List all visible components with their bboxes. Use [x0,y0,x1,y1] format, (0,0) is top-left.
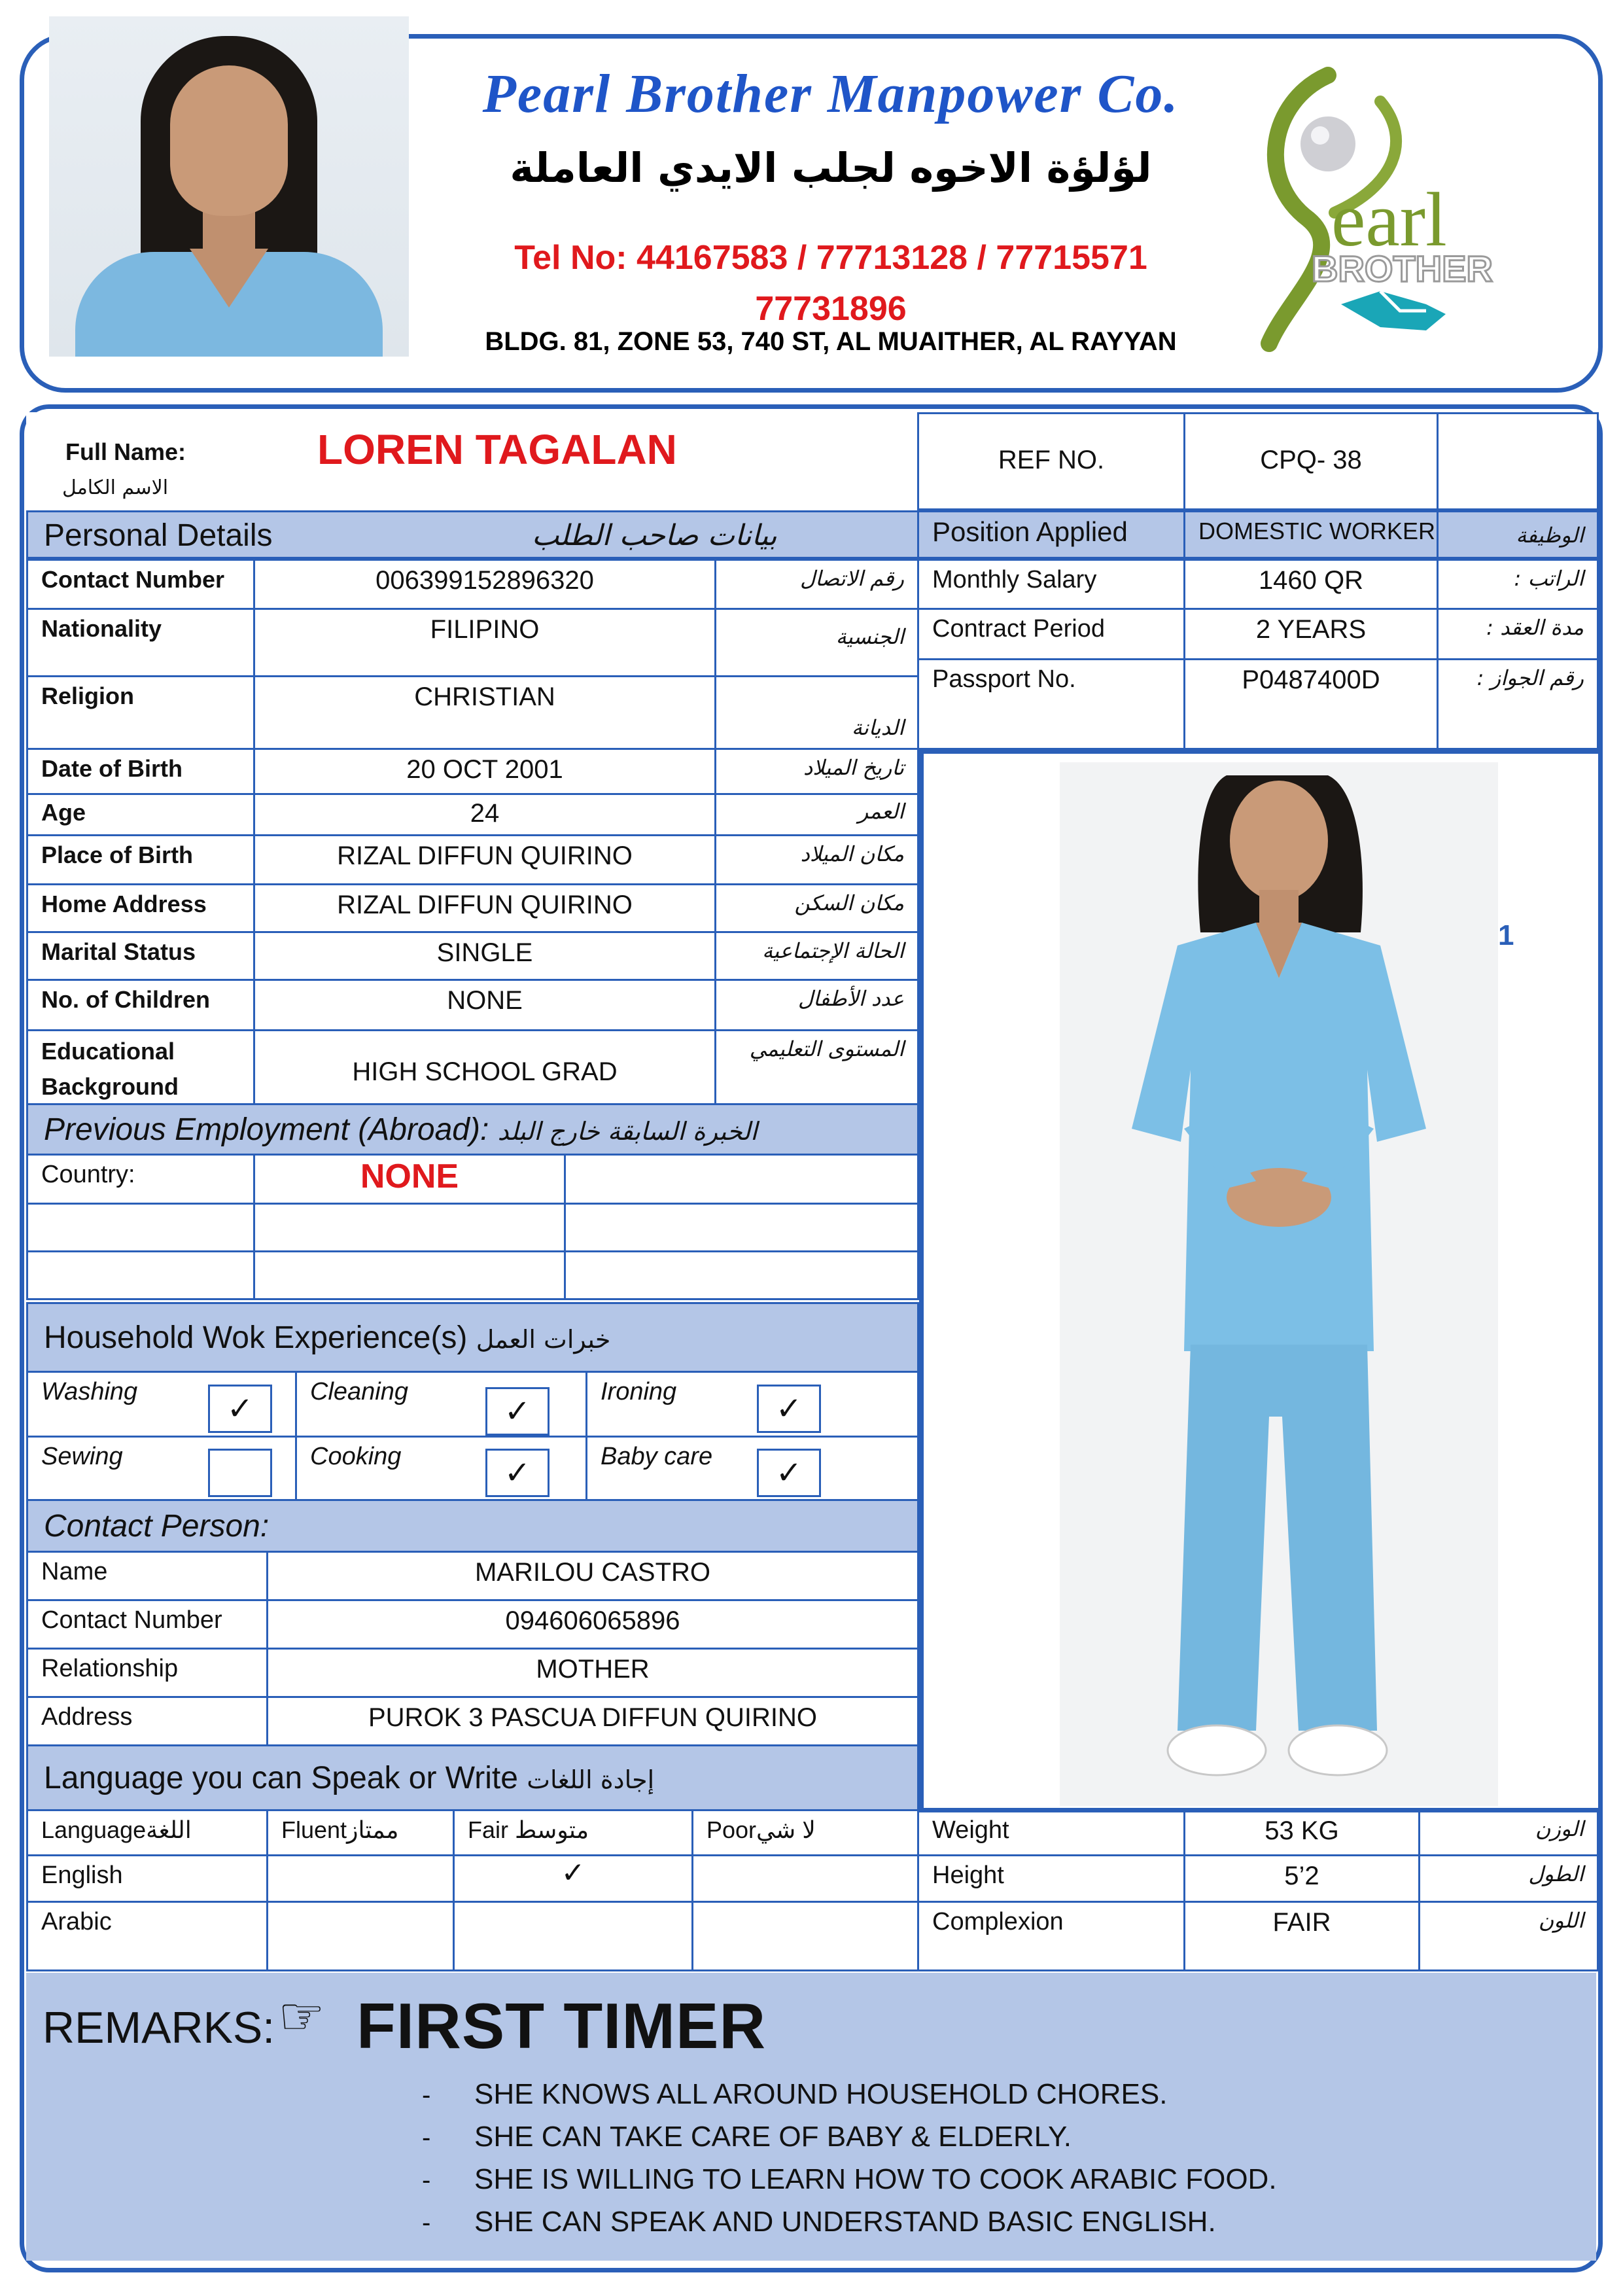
employment-blank-cell [564,1203,919,1252]
household-experience-title-arabic: خبرات العمل [476,1325,611,1354]
contact-person-address-label: Address [26,1696,268,1746]
previous-employment-title: Previous Employment (Abroad): [44,1112,489,1147]
contact-person-name-label: Name [26,1551,268,1601]
personal-details-title-arabic: بيانات صاحب الطلب [532,519,777,552]
washing-checkbox[interactable]: ✓ [208,1385,272,1433]
language-title-arabic: إجادة اللغات [527,1765,655,1794]
contact-number-label: Contact Number [26,559,255,610]
age-label: Age [26,793,255,836]
company-name-arabic: لؤلؤة الاخوه لجلب الايدي العاملة [510,144,1152,192]
contract-period-label: Contract Period [917,608,1185,660]
weight-label: Weight [917,1809,1185,1856]
company-address: BLDG. 81, ZONE 53, 740 ST, AL MUAITHER, AL RAYYAN [485,327,1177,356]
complexion-arabic: اللون [1418,1901,1599,1971]
cooking-checkbox[interactable]: ✓ [485,1449,550,1497]
marital-status-label: Marital Status [26,931,255,981]
full-name-label-arabic: الاسم الكامل [62,476,169,499]
logo-wordmark-brother: BROTHER [1312,248,1493,289]
children-arabic: عدد الأطفال [714,979,919,1031]
education-label-line-2: Background [41,1073,179,1100]
height-arabic: الطول [1418,1854,1599,1903]
contact-person-number-value: 094606065896 [266,1599,919,1650]
household-experience-header [26,1302,919,1373]
age-arabic: العمر [714,793,919,836]
remark-item: SHE CAN TAKE CARE OF BABY & ELDERLY. [474,2121,1072,2153]
remark-bullet: - [422,2166,431,2195]
date-of-birth-value: 20 OCT 2001 [253,748,716,795]
full-name-cell [26,412,919,510]
contact-number-value: 006399152896320 [253,559,716,610]
home-address-label: Home Address [26,883,255,933]
household-experience-title: Household Wok Experience(s) [44,1320,468,1355]
contact-person-header: Contact Person: [26,1499,919,1553]
personal-details-title: Personal Details [44,518,273,553]
arabic-fluent-cell [266,1901,455,1971]
contract-period-arabic: مدة العقد : [1437,608,1599,660]
remarks-headline: FIRST TIMER [357,1990,767,2062]
remarks-label: REMARKS: [43,2003,275,2053]
language-arabic: Arabic [26,1901,268,1971]
place-of-birth-value: RIZAL DIFFUN QUIRINO [253,834,716,885]
education-label-line-1: Educational [41,1038,175,1065]
education-label [26,1029,255,1105]
skill-sewing: Sewing [26,1436,297,1501]
religion-arabic: الديانة [714,675,919,750]
ref-no-blank [1437,412,1599,510]
country-extra-cell [564,1154,919,1205]
nationality-value: FILIPINO [253,608,716,677]
language-header [26,1744,919,1811]
arabic-fair-cell [453,1901,693,1971]
remark-item: SHE IS WILLING TO LEARN HOW TO COOK ARABIC FOOD. [474,2163,1277,2195]
skill-baby-care: Baby care [585,1436,919,1501]
religion-value: CHRISTIAN [253,675,716,750]
english-fair-cell: ✓ [453,1854,693,1903]
employment-blank-cell [253,1250,566,1300]
complexion-label: Complexion [917,1901,1185,1971]
sewing-checkbox[interactable] [208,1449,272,1497]
passport-no-value: P0487400D [1183,658,1439,750]
arabic-poor-cell [691,1901,919,1971]
height-value: 5’2 [1183,1854,1420,1903]
skill-cooking: Cooking [295,1436,587,1501]
full-name-label: Full Name: [65,438,186,465]
remark-bullet: - [422,2081,431,2110]
ref-no-value: CPQ- 38 [1183,412,1439,510]
nationality-label: Nationality [26,608,255,677]
marital-status-value: SINGLE [253,931,716,981]
contract-period-value: 2 YEARS [1183,608,1439,660]
baby-care-checkbox[interactable]: ✓ [757,1449,821,1497]
applicant-full-body-photo [1060,762,1498,1806]
language-col-fair: Fair متوسط [453,1809,693,1856]
date-of-birth-arabic: تاريخ الميلاد [714,748,919,795]
remark-bullet: - [422,2208,431,2237]
children-label: No. of Children [26,979,255,1031]
passport-no-label: Passport No. [917,658,1185,750]
language-english: English [26,1854,268,1903]
language-col-poor: Poorلا شي [691,1809,919,1856]
employment-blank-cell [253,1203,566,1252]
position-applied-arabic: الوظيفة [1437,510,1599,559]
applicant-full-name: LOREN TAGALAN [317,426,677,473]
language-title: Language you can Speak or Write [44,1761,518,1795]
cleaning-checkbox[interactable]: ✓ [485,1387,550,1436]
country-label: Country: [26,1154,255,1205]
language-col-fluent: Fluentممتاز [266,1809,455,1856]
height-label: Height [917,1854,1185,1903]
passport-no-arabic: رقم الجواز : [1437,658,1599,750]
monthly-salary-label: Monthly Salary [917,559,1185,610]
contact-person-address-value: PUROK 3 PASCUA DIFFUN QUIRINO [266,1696,919,1746]
children-value: NONE [253,979,716,1031]
photo-edge-text: 1 [1498,919,1514,951]
education-value: HIGH SCHOOL GRAD [253,1029,716,1105]
place-of-birth-label: Place of Birth [26,834,255,885]
skill-cleaning: Cleaning [295,1371,587,1438]
employment-blank-cell [26,1203,255,1252]
employment-blank-cell [26,1250,255,1300]
age-value: 24 [253,793,716,836]
previous-employment-header [26,1103,919,1156]
applicant-headshot-photo [49,16,409,357]
english-fluent-cell [266,1854,455,1903]
pearl-brother-logo [1230,62,1544,357]
contact-person-number-label: Contact Number [26,1599,268,1650]
nationality-arabic: الجنسية [714,608,919,677]
date-of-birth-label: Date of Birth [26,748,255,795]
company-telephone [406,232,1256,334]
previous-employment-title-arabic: الخبرة السابقة خارج البلد [497,1117,758,1146]
weight-arabic: الوزن [1418,1809,1599,1856]
ref-no-label: REF NO. [917,412,1185,510]
country-value: NONE [253,1154,566,1205]
contact-person-relationship-value: MOTHER [266,1648,919,1698]
company-name: Pearl Brother Manpower Co. [482,63,1179,124]
ironing-checkbox[interactable]: ✓ [757,1385,821,1433]
telephone-line-2: 77731896 [755,290,907,328]
marital-status-arabic: الحالة الإجتماعية [714,931,919,981]
religion-label: Religion [26,675,255,750]
position-applied-label: Position Applied [917,510,1185,559]
contact-person-name-value: MARILOU CASTRO [266,1551,919,1601]
home-address-value: RIZAL DIFFUN QUIRINO [253,883,716,933]
skill-washing: Washing [26,1371,297,1438]
weight-value: 53 KG [1183,1809,1420,1856]
remark-item: SHE CAN SPEAK AND UNDERSTAND BASIC ENGLISH. [474,2206,1216,2238]
home-address-arabic: مكان السكن [714,883,919,933]
pointing-hand-icon: ☞ [278,1987,325,2045]
employment-blank-cell [564,1250,919,1300]
remark-bullet: - [422,2123,431,2152]
telephone-line-1: Tel No: 44167583 / 77713128 / 77715571 [514,239,1147,277]
place-of-birth-arabic: مكان الميلاد [714,834,919,885]
complexion-value: FAIR [1183,1901,1420,1971]
monthly-salary-arabic: الراتب : [1437,559,1599,610]
english-poor-cell [691,1854,919,1903]
language-col-language: Languageاللغة [26,1809,268,1856]
remark-item: SHE KNOWS ALL AROUND HOUSEHOLD CHORES. [474,2078,1168,2110]
contact-number-arabic: رقم الاتصال [714,559,919,610]
monthly-salary-value: 1460 QR [1183,559,1439,610]
skill-ironing: Ironing [585,1371,919,1438]
logo-wordmark-pearl: earl [1331,177,1447,262]
position-applied-value: DOMESTIC WORKER [1183,510,1439,559]
personal-details-header [26,510,919,559]
contact-person-relationship-label: Relationship [26,1648,268,1698]
education-arabic: المستوى التعليمي [714,1029,919,1105]
